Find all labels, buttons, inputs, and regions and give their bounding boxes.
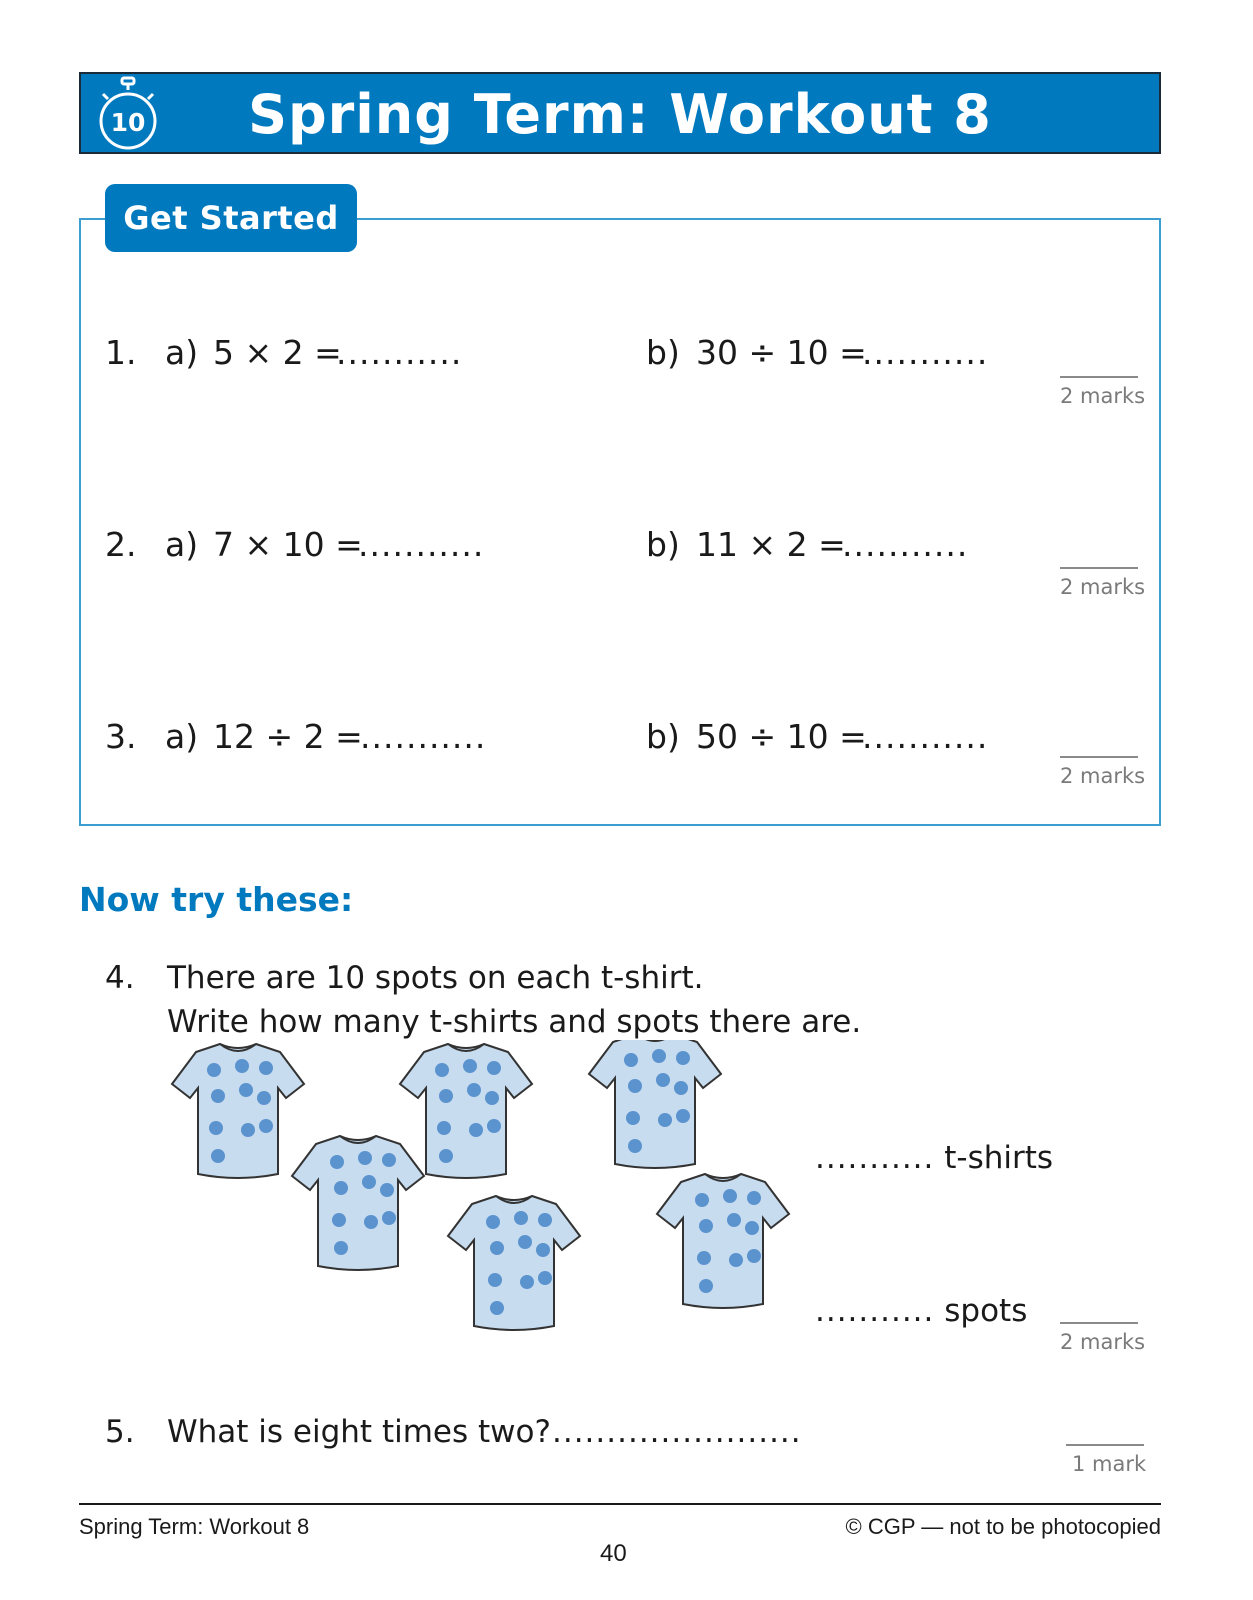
question-5-number: 5.	[105, 1414, 135, 1450]
tshirt-spot	[259, 1061, 273, 1075]
tshirt-4	[448, 1196, 580, 1330]
tshirt-spot	[518, 1235, 532, 1249]
tshirt-spot	[628, 1079, 642, 1093]
spots-answer-row	[815, 1291, 1027, 1331]
question-1-number: 1.	[105, 333, 137, 372]
question-5-answer-blank[interactable]: .......................	[552, 1414, 802, 1450]
question-1b-answer-blank[interactable]: ...........	[862, 333, 989, 372]
tshirt-spot	[699, 1279, 713, 1293]
tshirt-spot	[514, 1211, 528, 1225]
marks-divider	[1066, 1444, 1144, 1446]
tshirt-spot	[676, 1109, 690, 1123]
tshirt-spot	[674, 1081, 688, 1095]
tshirt-spot	[488, 1273, 502, 1287]
tshirt-spot	[435, 1063, 449, 1077]
footer-copyright: © CGP — not to be photocopied	[845, 1514, 1161, 1539]
tshirt-spot	[463, 1059, 477, 1073]
section-heading: Now try these:	[79, 880, 354, 919]
tshirt-spot	[485, 1091, 499, 1105]
tshirt-spot	[747, 1191, 761, 1205]
question-1a-answer-blank[interactable]: ...........	[336, 333, 463, 372]
question-4-number: 4.	[105, 960, 135, 996]
marks-divider	[1060, 1322, 1138, 1324]
spots-answer-label: spots	[944, 1293, 1028, 1329]
tshirt-spot	[382, 1153, 396, 1167]
tshirt-spot	[487, 1119, 501, 1133]
question-3a-label: a)	[165, 717, 199, 756]
tshirt-spot	[745, 1221, 759, 1235]
tshirt-spot	[211, 1089, 225, 1103]
question-4-marks: 2 marks	[1060, 1330, 1146, 1354]
question-3b-label: b)	[646, 717, 680, 756]
tshirt-spot	[729, 1253, 743, 1267]
tshirts-answer-label: t-shirts	[944, 1140, 1054, 1176]
question-2-number: 2.	[105, 525, 137, 564]
page-title: Spring Term: Workout 8	[248, 83, 992, 146]
question-2-marks: 2 marks	[1060, 575, 1146, 599]
tshirt-spot	[656, 1073, 670, 1087]
tshirt-spot	[380, 1183, 394, 1197]
marks-divider	[1060, 756, 1138, 758]
tshirt-spot	[437, 1121, 451, 1135]
tshirt-1	[172, 1044, 304, 1178]
question-1-marks: 2 marks	[1060, 384, 1146, 408]
question-1a-expression: 5 × 2 =	[213, 333, 342, 372]
tshirt-3	[400, 1044, 532, 1178]
tshirt-spot	[676, 1051, 690, 1065]
tshirt-spot	[239, 1083, 253, 1097]
tshirts-answer-row	[815, 1138, 1053, 1178]
question-2a-expression: 7 × 10 =	[213, 525, 363, 564]
tshirt-spot	[330, 1155, 344, 1169]
tshirt-spot	[490, 1301, 504, 1315]
question-2b-label: b)	[646, 525, 680, 564]
question-4-line-2: Write how many t-shirts and spots there are.	[167, 1004, 862, 1040]
tshirt-spot	[747, 1249, 761, 1263]
tshirt-spot	[699, 1219, 713, 1233]
tshirt-spot	[211, 1149, 225, 1163]
tshirt-spot	[658, 1113, 672, 1127]
tshirt-2	[292, 1136, 424, 1270]
spots-answer-blank[interactable]: ...........	[815, 1293, 935, 1329]
question-3a-expression: 12 ÷ 2 =	[213, 717, 363, 756]
timer-minutes: 10	[110, 108, 146, 137]
tshirt-spot	[235, 1059, 249, 1073]
tshirt-spot	[382, 1211, 396, 1225]
tshirt-spot	[209, 1121, 223, 1135]
page-number: 40	[600, 1540, 627, 1567]
footer-left-text: Spring Term: Workout 8	[79, 1514, 310, 1539]
question-1b-expression: 30 ÷ 10 =	[696, 333, 867, 372]
question-3b-answer-blank[interactable]: ...........	[862, 717, 989, 756]
tshirt-5	[589, 1040, 721, 1168]
tshirt-spot	[624, 1053, 638, 1067]
tshirt-spot	[486, 1215, 500, 1229]
tshirt-spot	[439, 1149, 453, 1163]
question-2b-expression: 11 × 2 =	[696, 525, 846, 564]
tshirt-spot	[520, 1275, 534, 1289]
tshirt-spot	[257, 1091, 271, 1105]
tshirt-spot	[259, 1119, 273, 1133]
tshirt-spot	[469, 1123, 483, 1137]
question-4-line-1: There are 10 spots on each t-shirt.	[167, 960, 704, 996]
tshirt-spot	[626, 1111, 640, 1125]
tshirt-spot	[727, 1213, 741, 1227]
tshirt-spot	[439, 1089, 453, 1103]
tshirt-spot	[695, 1193, 709, 1207]
question-3a-answer-blank[interactable]: ...........	[360, 717, 487, 756]
tshirt-spot	[723, 1189, 737, 1203]
marks-divider	[1060, 376, 1138, 378]
question-1a-label: a)	[165, 333, 199, 372]
tshirt-spot	[334, 1181, 348, 1195]
tshirt-spot	[332, 1213, 346, 1227]
tshirt-spot	[697, 1251, 711, 1265]
tshirt-spot	[538, 1271, 552, 1285]
question-2a-label: a)	[165, 525, 199, 564]
get-started-label: Get Started	[105, 184, 357, 252]
tshirt-spot	[628, 1139, 642, 1153]
tshirt-spot	[467, 1083, 481, 1097]
tshirt-spot	[538, 1213, 552, 1227]
tshirt-spot	[358, 1151, 372, 1165]
tshirt-spot	[487, 1061, 501, 1075]
tshirts-answer-blank[interactable]: ...........	[815, 1140, 935, 1176]
tshirt-spot	[362, 1175, 376, 1189]
tshirt-spot	[207, 1063, 221, 1077]
question-2b-answer-blank[interactable]: ...........	[842, 525, 969, 564]
question-3-number: 3.	[105, 717, 137, 756]
tshirt-spot	[652, 1049, 666, 1063]
question-3b-expression: 50 ÷ 10 =	[696, 717, 867, 756]
tshirts-illustration	[150, 1040, 830, 1370]
tshirt-spot	[241, 1123, 255, 1137]
question-1b-label: b)	[646, 333, 680, 372]
header-banner	[79, 72, 1161, 154]
tshirt-spot	[334, 1241, 348, 1255]
tshirt-spot	[364, 1215, 378, 1229]
question-5-marks: 1 mark	[1072, 1452, 1147, 1476]
question-3-marks: 2 marks	[1060, 764, 1146, 788]
question-5-text: What is eight times two?	[167, 1414, 551, 1450]
footer-divider	[79, 1503, 1161, 1505]
marks-divider	[1060, 567, 1138, 569]
question-2a-answer-blank[interactable]: ...........	[358, 525, 485, 564]
tshirt-spot	[536, 1243, 550, 1257]
tshirt-spot	[490, 1241, 504, 1255]
tshirt-6	[657, 1174, 789, 1308]
